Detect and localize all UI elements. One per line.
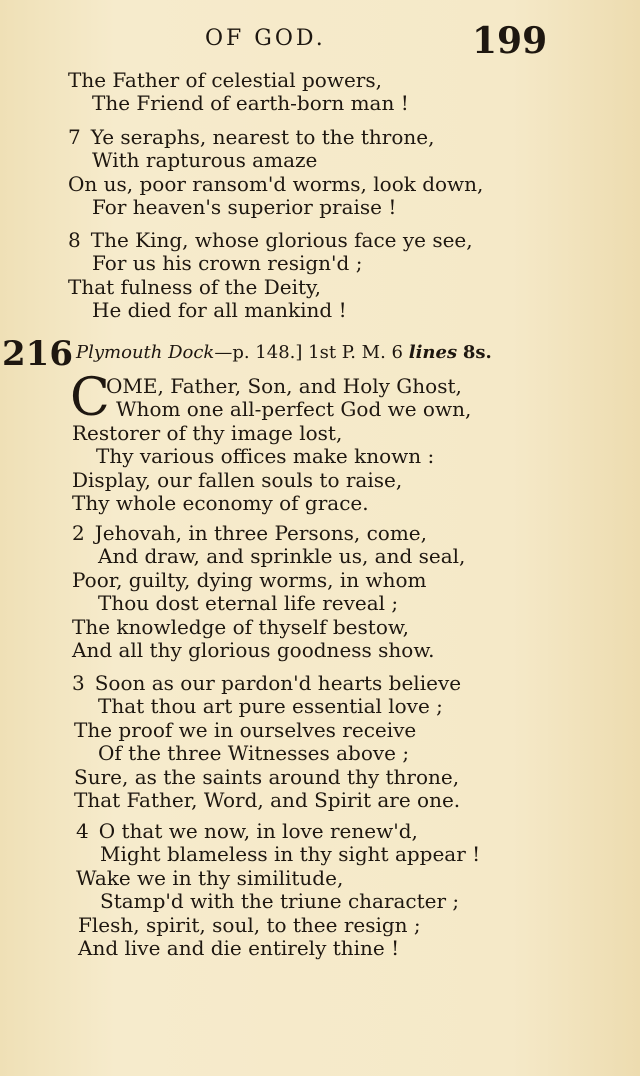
verse-line: Might blameless in thy sight appear ! [100,842,481,866]
stanza-number: 3 [72,671,85,695]
verse-line: That fulness of the Deity, [68,275,322,299]
verse-line: And draw, and sprinkle us, and seal, [98,544,466,568]
verse-line: Poor, guilty, dying worms, in whom [72,568,427,592]
verse-line: Sure, as the saints around thy throne, [74,765,460,789]
verse-line: That Father, Word, and Spirit are one. [74,788,461,812]
verse-line: Jehovah, in three Persons, come, [94,521,427,545]
tune-reference: —p. 148.] 1st P. M. 6 [214,342,404,363]
verse-line: Of the three Witnesses above ; [98,741,410,765]
page-number: 199 [472,20,548,62]
verse-line: That thou art pure essential love ; [98,694,443,718]
verse-line: Thy various offices make known : [96,444,435,468]
stanza-number: 2 [72,521,85,545]
drop-cap: C [70,368,110,428]
verse-line: Wake we in thy similitude, [76,866,344,890]
verse-line-first [72,671,461,695]
verse-line-first [68,228,473,252]
running-head: OF GOD. [205,26,326,51]
verse-line: O that we now, in love renew'd, [98,819,418,843]
verse-line: Restorer of thy image lost, [72,421,343,445]
verse-line: On us, poor ransom'd worms, look down, [68,172,484,196]
verse-line: Whom one all-perfect God we own, [116,397,472,421]
lines-word: lines [408,342,458,363]
verse-line: Thy whole economy of grace. [72,491,369,515]
verse-line: Thou dost eternal life reveal ; [98,591,399,615]
stanza-number: 8 [68,228,81,252]
verse-line: The proof we in ourselves receive [74,718,417,742]
verse-line: He died for all mankind ! [92,298,347,322]
stanza-number: 4 [76,819,89,843]
verse-line: Stamp'd with the triune character ; [100,889,460,913]
verse-line: And live and die entirely thine ! [78,936,400,960]
verse-line: The knowledge of thyself bestow, [72,615,409,639]
tune-name: Plymouth Dock [76,342,215,363]
page-header [0,20,640,60]
verse-line: Ye seraphs, nearest to the throne, [90,125,435,149]
verse-line-first [72,521,427,545]
meter: 8s. [462,342,492,363]
verse-line: The Father of celestial powers, [68,68,382,92]
verse-line: OME, Father, Son, and Holy Ghost, [106,374,462,398]
verse-line: For us his crown resign'd ; [92,251,363,275]
verse-line-first [68,125,434,149]
verse-line: The Friend of earth-born man ! [92,91,409,115]
stanza-number: 7 [68,125,81,149]
verse-line-first [76,819,418,843]
verse-line: With rapturous amaze [92,148,318,172]
verse-line: For heaven's superior praise ! [92,195,397,219]
verse-line: And all thy glorious goodness show. [72,638,435,662]
verse-line: Flesh, spirit, soul, to thee resign ; [78,913,421,937]
verse-line: Soon as our pardon'd hearts believe [94,671,462,695]
hymn-number: 216 [2,334,73,374]
verse-line: The King, whose glorious face ye see, [90,228,473,252]
verse-line: Display, our fallen souls to raise, [72,468,403,492]
hymn-tune-line [76,342,492,363]
